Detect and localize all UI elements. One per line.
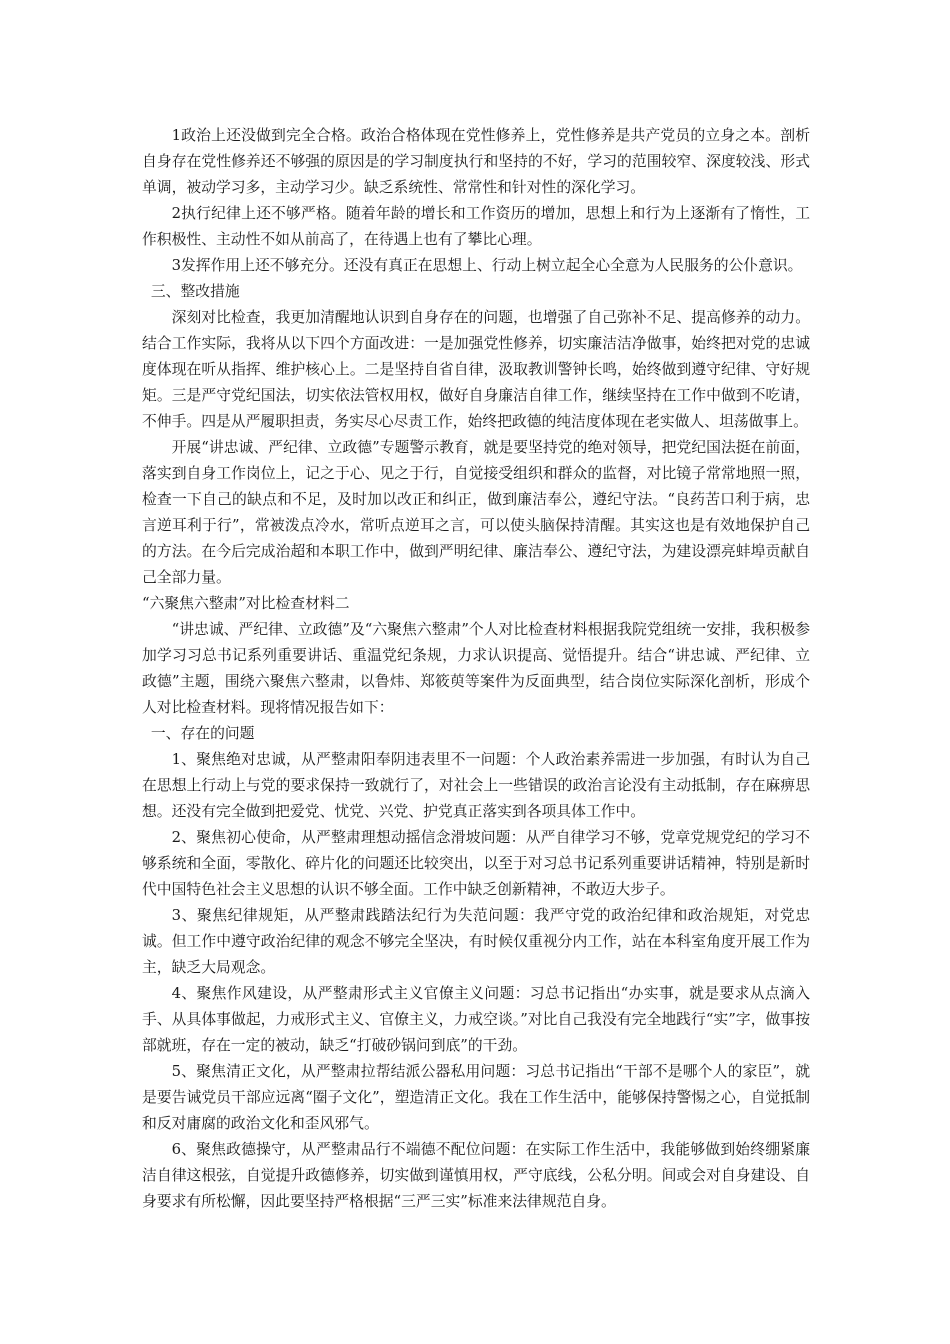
paragraph-warning-education: 开展“讲忠诚、严纪律、立政德”专题警示教育，就是要坚持党的绝对领导，把党纪国法挺在前面，落实到自身工作岗位上，记之于心、见之于行，自觉接受组织和群众的监督，对比镜子常常地照一照，检查一下自己的缺点和不足，及时加以改正和纠正，做到廉洁奉公，遵纪守法。“良药苦口利于病，忠言逆耳利于行”，常被泼点冷水，常听点逆耳之言，可以使头脑保持清醒。其实这也是有效地保护自己的方法。在今后完成治超和本职工作中，做到严明纪律、廉洁奉公、遵纪守法，为建设漂亮蚌埠贡献自己全部力量。 [142,439,810,586]
paragraph-role: 3发挥作用上还不够充分。还没有真正在思想上、行动上树立起全心全意为人民服务的公仆意识。 [171,257,803,274]
paragraph-discipline: 2执行纪律上还不够严格。随着年龄的增长和工作资历的增加，思想上和行为上逐渐有了惰性，工作积极性、主动性不如从前高了，在待遇上也有了攀比心理。 [142,205,810,248]
list-item: 6、聚焦政德操守，从严整肃品行不端德不配位问题：在实际工作生活中，我能够做到始终绷紧廉洁自律这根弦，自觉提升政德修养，切实做到谨慎用权，严守底线，公私分明。间或会对自身建设、自身要求有所松懈，因此要坚持严格根据“三严三实”标准来法律规范自身。 [142,1141,810,1210]
document-title-part2: “六聚焦六整肃”对比检查材料二 [142,595,350,612]
paragraph-political-qualification: 1政治上还没做到完全合格。政治合格体现在党性修养上，党性修养是共产党员的立身之本。剖析自身存在党性修养还不够强的原因是的学习制度执行和坚持的不好，学习的范围较窄、深度较浅、形式单调，被动学习多，主动学习少。缺乏系统性、常常性和针对性的深化学习。 [142,127,810,196]
list-item: 3、聚焦纪律规矩，从严整肃践踏法纪行为失范问题：我严守党的政治纪律和政治规矩，对党忠诚。但工作中遵守政治纪律的观念不够完全坚决，有时候仅重视分内工作，站在本科室角度开展工作为主，缺乏大局观念。 [142,907,810,976]
section-heading-rectification: 三、整改措施 [150,283,240,300]
document-body [142,123,810,1215]
paragraph-rectification-measures: 深刻对比检查，我更加清醒地认识到自身存在的问题，也增强了自己弥补不足、提高修养的动力。结合工作实际，我将从以下四个方面改进：一是加强党性修养，切实廉洁洁净做事，始终把对党的忠诚度体现在听从指挥、维护核心上。二是坚持自省自律，汲取教训警钟长鸣，始终做到遵守纪律、守好规矩。三是严守党纪国法，切实依法管权用权，做好自身廉洁自律工作，继续坚持在工作中做到不吃请，不伸手。四是从严履职担责，务实尽心尽责工作，始终把政德的纯洁度体现在老实做人、坦荡做事上。 [142,309,810,430]
list-item: 5、聚焦清正文化，从严整肃拉帮结派公器私用问题：习总书记指出“干部不是哪个人的家臣”，就是要告诫党员干部应远离“圈子文化”，塑造清正文化。我在工作生活中，能够保持警惕之心，自觉抵制和反对庸腐的政治文化和歪风邪气。 [142,1063,810,1132]
list-item: 1、聚焦绝对忠诚，从严整肃阳奉阴违表里不一问题：个人政治素养需进一步加强，有时认为自己在思想上行动上与党的要求保持一致就行了，对社会上一些错误的政治言论没有主动抵制，存在麻痹思想。还没有完全做到把爱党、忧党、兴党、护党真正落实到各项具体工作中。 [142,751,810,820]
section-heading-problems: 一、存在的问题 [150,725,255,742]
list-item: 2、聚焦初心使命，从严整肃理想动摇信念滑坡问题：从严自律学习不够，党章党规党纪的学习不够系统和全面，零散化、碎片化的问题还比较突出，以至于对习总书记系列重要讲话精神，特别是新时代中国特色社会主义思想的认识不够全面。工作中缺乏创新精神，不敢迈大步子。 [142,829,810,898]
paragraph-intro: “讲忠诚、严纪律、立政德”及“六聚焦六整肃”个人对比检查材料根据我院党组统一安排，我积极参加学习习总书记系列重要讲话、重温党纪条规，力求认识提高、觉悟提升。结合“讲忠诚、严纪律、立政德”主题，围绕六聚焦六整肃，以鲁炜、郑筱萸等案件为反面典型，结合岗位实际深化剖析，形成个人对比检查材料。现将情况报告如下： [142,621,810,716]
list-item: 4、聚焦作风建设，从严整肃形式主义官僚主义问题：习总书记指出“办实事，就是要求从点滴入手、从具体事做起，力戒形式主义、官僚主义，力戒空谈。”对比自己我没有完全地践行“实”字，做事按部就班，存在一定的被动，缺乏“打破砂锅问到底”的干劲。 [142,985,810,1054]
